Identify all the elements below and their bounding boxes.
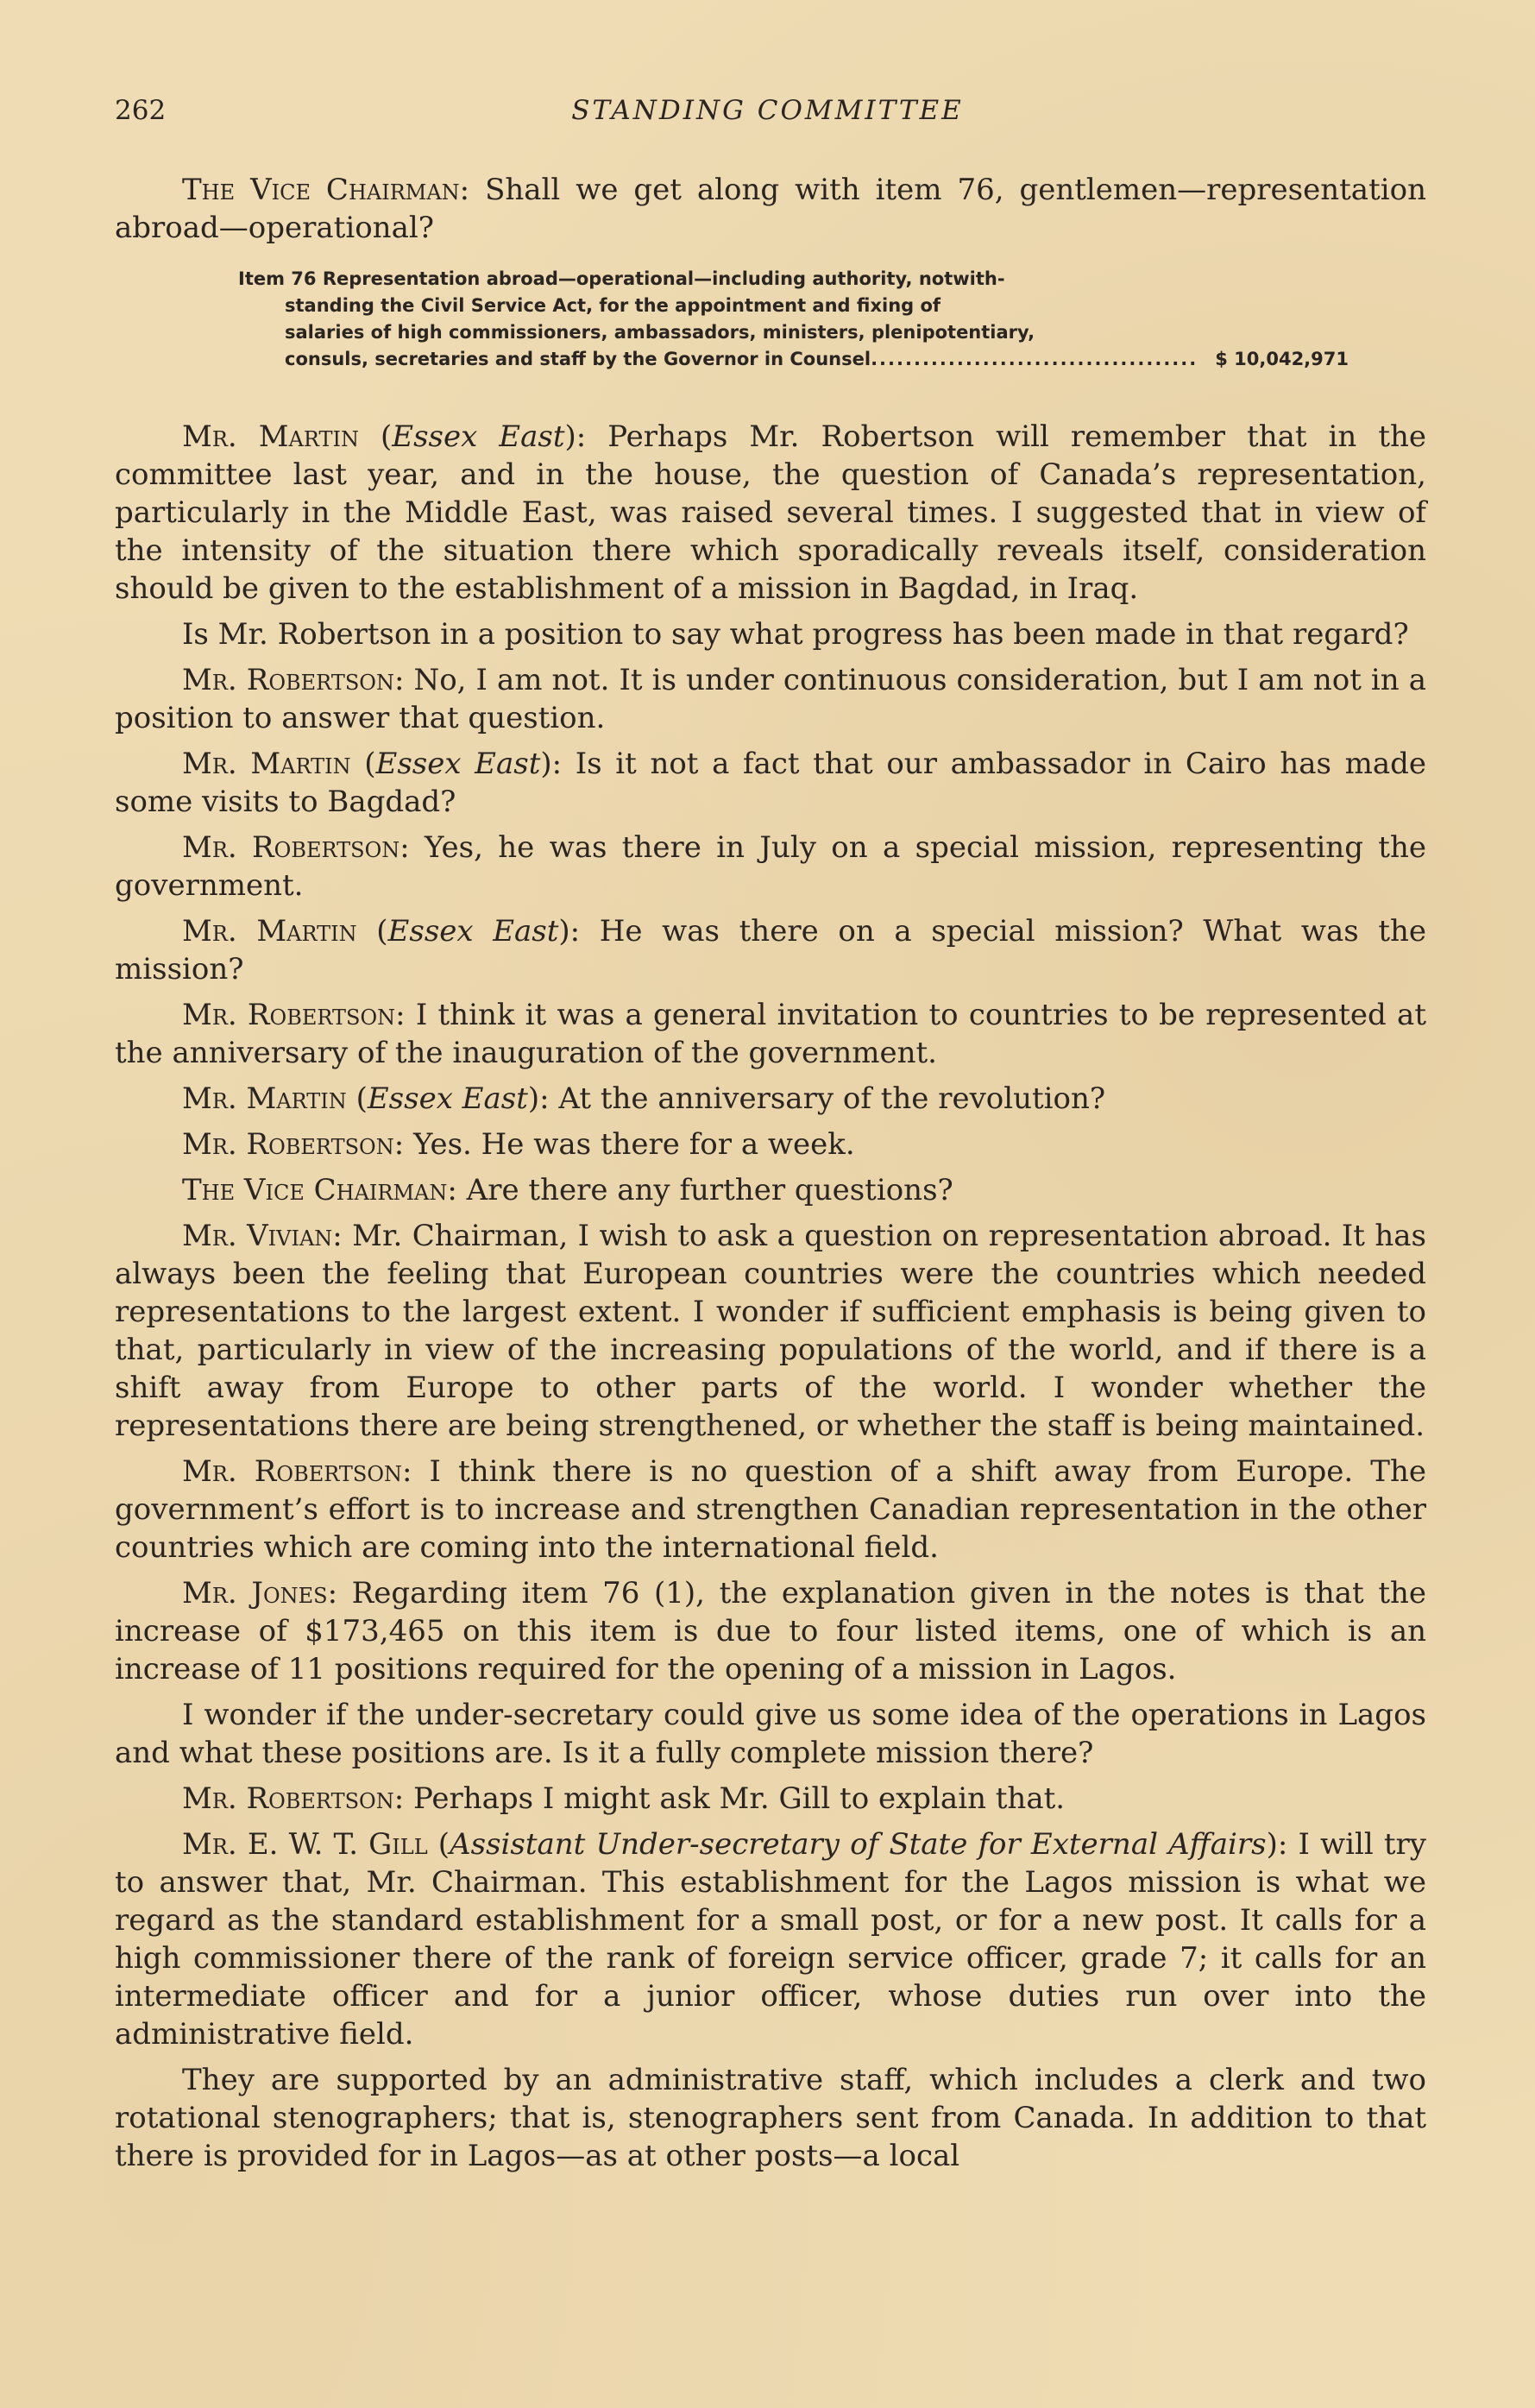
estimate-item <box>238 266 1349 373</box>
paragraph-text: : I will try to answer that, Mr. Chairman. This establishment for the Lagos mission is what we regard as the standard establishment for a small post, or for a new post. It calls for a high commissioner there of the rank of foreign service officer, grade 7; it calls for an intermediate officer and for a junior officer, whose duties run over into the administrative field. <box>115 1827 1426 2052</box>
dialogue-paragraph <box>115 1217 1426 1445</box>
speaker-name: Mr. Martin <box>182 914 357 949</box>
dialogue-paragraph <box>115 1453 1426 1566</box>
item-amount: $ 10,042,971 <box>1215 349 1349 369</box>
speaker-name: Mr. Martin <box>182 1081 347 1116</box>
dialogue-paragraph <box>115 1171 1426 1209</box>
speaker-qualifier: Essex East <box>392 419 565 454</box>
dialogue-paragraph: Mr. Martin (Essex East): At the anniversary of the revolution? <box>182 1081 1106 1116</box>
speaker-name: The Vice Chairman <box>182 1173 448 1207</box>
speaker-name: Mr. Robertson <box>182 1454 402 1489</box>
paragraph-text: : He was there on a special mission? What was the mission? <box>115 914 1426 987</box>
speaker-name: Mr. Martin <box>182 419 359 454</box>
speaker-name: Mr. Jones <box>182 1576 328 1611</box>
paragraph-text: : Perhaps I might ask Mr. Gill to explain that. <box>393 1781 1066 1816</box>
paragraph-text: : No, I am not. It is under continuous consideration, but I am not in a position to answer that question. <box>115 663 1426 735</box>
speaker-name: Mr. Robertson <box>182 998 396 1032</box>
dialogue-paragraph: Mr. Martin (Essex East): Perhaps Mr. Robertson will remember that in the committee last year, and in the house, the question of Canada’s representation, particularly in the Middle East, was raised several times. I suggested that in view of the intensity of the situation there which sporadically reveals itself, consideration should be given to the establishment of a mission in Bagdad, in Iraq. <box>115 419 1426 606</box>
paragraph-text: : Is it not a fact that our ambassador in Cairo has made some visits to Bagdad? <box>115 747 1427 819</box>
dialogue-paragraph <box>115 829 1426 905</box>
paragraph-text: Is Mr. Robertson in a position to say what progress has been made in that regard? <box>182 617 1409 652</box>
page-header <box>115 95 1420 135</box>
paragraph-text: : Perhaps Mr. Robertson will remember that in the committee last year, and in the house, the question of Canada’s representation, particularly in the Middle East, was raised several times. I suggested that in view of the intensity of the situation there which sporadically reveals itself, consideration should be given to the establishment of a mission in Bagdad, in Iraq. <box>115 419 1426 606</box>
paragraph-text: : At the anniversary of the revolution? <box>539 1081 1106 1116</box>
item-leader-dots: ...................................... <box>871 349 1198 369</box>
dialogue-paragraph <box>115 1696 1426 1772</box>
paragraph-text: I wonder if the under-secretary could give us some idea of the operations in Lagos and what these positions are. Is it a fully complete mission there? <box>115 1698 1426 1770</box>
speaker-name: Mr. Robertson <box>182 1781 394 1816</box>
dialogue-paragraph <box>115 1780 1426 1818</box>
item-line: consuls, secretaries and staff by the Governor in Counsel <box>285 349 871 369</box>
paragraph-text: : Shall we get along with item 76, gentlemen—representation abroad—operational? <box>115 173 1426 245</box>
speaker-qualifier: Essex East <box>375 747 541 781</box>
paragraph-text: They are supported by an administrative staff, which includes a clerk and two rotational stenographers; that is, stenographers sent from Canada. In addition to that there is provided for in Lagos—as at other posts—a local <box>115 2063 1426 2173</box>
speaker-name: Mr. E. W. T. Gill <box>182 1827 428 1862</box>
dialogue-paragraph: Mr. E. W. T. Gill (Assistant Under-secretary of State for External Affairs): I will try to answer that, Mr. Chairman. This establishment for the Lagos mission is what we regard as the standard establishment for a small post, or for a new post. It calls for a high commissioner there of the rank of foreign service officer, grade 7; it calls for an intermediate officer and for a junior officer, whose duties run over into the administrative field. <box>115 1827 1426 2052</box>
paragraph-text: : Regarding item 76 (1), the explanation given in the notes is that the increase of $173,465 on this item is due to four listed items, one of which is an increase of 11 positions required for the opening of a mission in Lagos. <box>115 1576 1426 1686</box>
speaker-qualifier: Essex East <box>387 914 559 949</box>
page-number: 262 <box>115 95 167 126</box>
dialogue-paragraph <box>115 2061 1426 2175</box>
item-line: standing the Civil Service Act, for the appointment and fixing of <box>285 295 941 316</box>
dialogue-paragraph <box>115 1574 1426 1688</box>
dialogue-paragraph <box>115 1125 1426 1163</box>
speaker-name: Mr. Robertson <box>182 830 400 865</box>
running-title: STANDING COMMITTEE <box>571 95 964 126</box>
speaker-name: Mr. Robertson <box>182 1127 394 1162</box>
speaker-name: The Vice Chairman <box>182 173 460 207</box>
speaker-name: Mr. Robertson <box>182 663 394 697</box>
dialogue <box>115 418 1426 2175</box>
paragraph-text: : Yes, he was there in July on a special mission, representing the government. <box>115 830 1426 903</box>
speaker-qualifier: Essex East <box>367 1081 528 1116</box>
dialogue-paragraph <box>115 996 1426 1072</box>
dialogue-paragraph <box>115 661 1426 737</box>
page-body <box>115 171 1426 2183</box>
speaker-name: Mr. Vivian <box>182 1219 333 1253</box>
paragraph-text: : Mr. Chairman, I wish to ask a question on representation abroad. It has always been the feeling that European countries were the countries which needed representations to the largest extent. I wonder if sufficient emphasis is being given to that, particularly in view of the increasing populations of the world, and if there is a shift away from Europe to other parts of the world. I wonder whether the representations there are being strengthened, or whether the staff is being maintained. <box>115 1219 1426 1443</box>
paragraph-text: : Yes. He was there for a week. <box>393 1127 855 1162</box>
paragraph-text: : I think it was a general invitation to countries to be represented at the anniversary of the inauguration of the government. <box>115 998 1426 1070</box>
dialogue-paragraph <box>115 615 1426 653</box>
dialogue-paragraph: Mr. Martin (Essex East): He was there on a special mission? What was the mission? <box>115 914 1426 987</box>
paragraph-text: : I think there is no question of a shift away from Europe. The government’s effort is to increase and strengthen Canadian representation in the other countries which are coming into the international field. <box>115 1454 1426 1565</box>
dialogue-paragraph: Mr. Martin (Essex East): Is it not a fact that our ambassador in Cairo has made some visits to Bagdad? <box>115 747 1427 819</box>
item-line: salaries of high commissioners, ambassadors, ministers, plenipotentiary, <box>285 322 1035 343</box>
paragraph-text: : Are there any further questions? <box>447 1173 953 1207</box>
item-last-line <box>238 346 1349 373</box>
speaker-qualifier: Assistant Under-secretary of State for External Affairs <box>450 1827 1267 1862</box>
paragraph <box>115 171 1426 247</box>
speaker-name: Mr. Martin <box>182 747 351 781</box>
item-line: Item 76 Representation abroad—operational—including authority, notwith- <box>238 268 1005 289</box>
